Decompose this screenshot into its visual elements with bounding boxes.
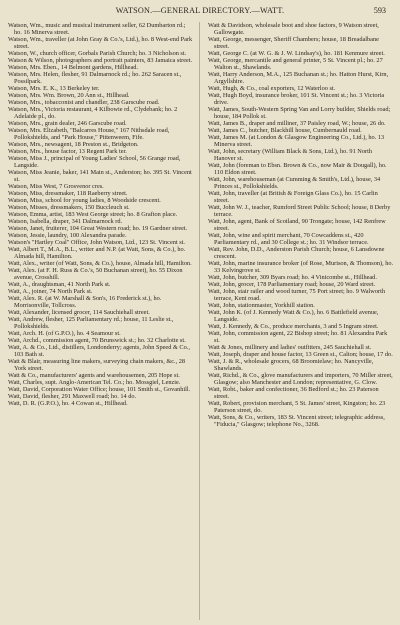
- directory-entry: Watson, Mrs. E. K., 13 Berkeley ter.: [8, 85, 100, 92]
- directory-entry: Watt, George C. (at W. G. & J. W. Lindsay's), ho. 181 Kenmure street.: [208, 50, 385, 57]
- directory-entry: Watt, John, secretary (William Black & Sons, Ltd.), ho. 91 North Hanover st.: [208, 148, 372, 162]
- directory-entry: Watt & Davidson, wholesale boot and shoe factors, 9 Watson street, Gallowgate.: [208, 22, 379, 36]
- directory-entry: Watson, Wm., traveller (at John Gray & Co.'s, Ltd.), ho. 8 West-end Park street.: [8, 36, 193, 50]
- directory-entry: Watt & Co., manufacturers' agents and warehousemen, 205 Hope st.: [8, 372, 180, 379]
- directory-entry: Watt, Alex., writer (of Watt, Sons, & Co.), house, Almada hill, Hamilton.: [8, 260, 192, 267]
- directory-entry: Watt, David, flesher, 291 Maxwell road; ho. 14 do.: [8, 393, 137, 400]
- directory-entry: Watt, Robert, provision merchant, 5 St. James' street, Kingston; ho. 23 Paterson street, do.: [208, 400, 386, 414]
- directory-entry: Watt, David, Corporation Water Office; house, 101 Smith st., Govanhill.: [8, 386, 191, 393]
- directory-entry: Watson's "Hartley Coal" Office, John Watson, Ltd., 123 St. Vincent st.: [8, 239, 185, 246]
- directory-entry: Watt, Alexander, licensed grocer, 114 Sauchiehall street.: [8, 309, 150, 316]
- directory-entry: Watt, Robt., baker and confectioner, 36 Bedford st.; ho. 23 Paterson street.: [208, 386, 379, 400]
- directory-entry: Watson, Miss Jeanie, baker, 141 Main st., Anderston; ho. 395 St. Vincent st.: [8, 169, 192, 183]
- directory-entry: Watt, John, commission agent, 22 Bishop street; ho. 81 Alexandra Park st.: [208, 330, 388, 344]
- directory-entry: Watt, A., draughtsman, 41 North Park st.: [8, 281, 111, 288]
- directory-entry: Watson, Miss, dressmaker, 118 Raeberry street.: [8, 190, 128, 197]
- directory-entry: Watson, W., church officer, Gorbals Parish Church; ho. 3 Nicholson st.: [8, 50, 187, 57]
- directory-entry: Watson, Emma, artist, 183 West George street; ho. 8 Grafton place.: [8, 211, 178, 218]
- directory-entry: Watt & Blair, measuring line makers, surveying chain makers, &c., 28 York street.: [8, 358, 186, 372]
- directory-entry: Watson, Mrs. Helen, flesher, 91 Dalmarnock rd.; ho. 262 Saracen st., Possilpark.: [8, 71, 182, 85]
- directory-entry: Watson, Mrs., house factor, 13 Regent Park ter.: [8, 148, 127, 155]
- directory-entry: Watson, Miss, school for young ladies, 8 Woodside crescent.: [8, 197, 161, 204]
- directory-entry: Watt, Charles, supt. Anglo-American Tel. Co.; ho. Mossgiel, Lenzie.: [8, 379, 181, 386]
- directory-entry: Watt, John W. J., teacher, Rumford Street Public School; house, 8 Derby terrace.: [208, 204, 391, 218]
- directory-entry: Watson, Mrs. Wm. Brown, 20 Ann st., Hillhead.: [8, 92, 130, 99]
- directory-entry: Watt, Richd., & Co., glove manufacturers and importers, 70 Miller street, Glasgow; also Manchester and London; representative, G. Clow.: [208, 372, 393, 386]
- directory-entry: Watt, James M. (at London & Glasgow Engineering Co., Ltd.), ho. 13 Minerva street.: [208, 134, 385, 148]
- directory-entry: Watt, Sons, & Co., writers, 183 St. Vincent street; telegraphic address, "Fiducia," Glasgow; telephone No., 3268.: [208, 414, 385, 428]
- directory-entry: Watt, James C., butcher, Blackhill house, Cumbernauld road.: [208, 127, 362, 134]
- directory-entry: Watt, John, agent, Bank of Scotland, 90 Trongate; house, 142 Renfrew street.: [208, 218, 386, 232]
- directory-entry: Watson, Mrs., tobacconist and chandler, 238 Garscube road.: [8, 99, 160, 106]
- directory-entry: Watt, John K. (of J. Kennedy Watt & Co.), ho. 6 Battlefield avenue, Langside.: [208, 309, 379, 323]
- directory-entry: Watt, John (foreman to Ebsn. Brown & Co., now Mair & Dougall), ho. 110 Eldon street.: [208, 162, 387, 176]
- directory-entry: Watt, John, stationmaster, Yorkhill station.: [208, 302, 315, 309]
- directory-entry: Watt, Alex. (at F. H. Russ & Co.'s, 50 Buchanan street), ho. 55 Dixon avenue, Crosshill.: [8, 267, 183, 281]
- directory-entry: Watt, Arch. H. (of G.P.O.), ho. 4 Seamour st.: [8, 330, 121, 337]
- directory-entry: Watt, John, butcher, 309 Byars road; ho. 4 Vinicombe st., Hillhead.: [208, 274, 377, 281]
- directory-entry: Watson, Wm., music and musical instrument seller, 62 Dumbarton rd.; ho. 16 Minerva street.: [8, 22, 186, 36]
- left-column: [8, 22, 194, 407]
- directory-entry: Watson, Mrs. Eben., 14 Belmont gardens, Hillhead.: [8, 64, 138, 71]
- directory-entry: Watson, Janet, fruiterer, 104 Great Western road; ho. 19 Gardner street.: [8, 225, 188, 232]
- column-divider: [199, 22, 200, 620]
- page-header: [0, 5, 400, 17]
- directory-entry: Watson, Mrs., newsagent, 18 Preston st., Bridgeton.: [8, 141, 139, 148]
- directory-entry: Watson, Mrs., Victoria restaurant, 4 Kilbowie rd., Clydebank; ho. 2 Adelaide pl., do.: [8, 106, 178, 120]
- directory-entry: Watson, Mrs. Elizabeth, "Balcarres House," 167 Nithsdale road, Pollokshields, and "Park House," Pittenweem, Fife.: [8, 127, 170, 141]
- directory-entry: Watt, George, mercantile and general printer, 5 St. Vincent pl.; ho. 27 Walton st., Shawlands.: [208, 57, 383, 71]
- directory-entry: Watson, Mrs., grain dealer, 246 Garscube road.: [8, 120, 127, 127]
- directory-entry: Watt, John, stair railer and wood turner, 75 Port street; ho. 9 Walworth terrace, Kent road.: [208, 288, 385, 302]
- directory-entry: Watt, Hugh Boyd, insurance broker, 101 St. Vincent st.; ho. 3 Victoria drive.: [208, 92, 385, 106]
- directory-entry: Watt, Joseph, draper and house factor, 13 Green st., Calton; house, 17 do.: [208, 351, 393, 358]
- page-number: 593: [373, 6, 386, 15]
- right-column: [208, 22, 394, 428]
- directory-entry: Watson, Misses, dressmakers, 150 Buccleuch st.: [8, 204, 130, 211]
- directory-entry: Watt, Rev. John, D.D., Anderston Parish Church; house, 6 Lansdowne crescent.: [208, 246, 385, 260]
- directory-entry: Watt, Archd., commission agent, 70 Brunswick st.; ho. 32 Charlotte st.: [8, 337, 186, 344]
- directory-entry: Watson & Wilson, photographers and portrait painters, 83 Jamaica street.: [8, 57, 193, 64]
- directory-entry: Watt, Harry Anderson, M.A., 125 Buchanan st.; ho. Hatton Hurst, Kirn, Argyllshire.: [208, 71, 389, 85]
- directory-entry: Watt, James B., draper and milliner, 37 Paisley road, W.; house, 26 do.: [208, 120, 386, 127]
- directory-entry: Watt, A., joiner, 74 North Park st.: [8, 288, 93, 295]
- directory-entry: Watson, Miss J., principal of Young Ladies' School, 56 Grange road, Langside.: [8, 155, 181, 169]
- directory-entry: Watson, Isabella, draper, 341 Dalmarnock rd.: [8, 218, 123, 225]
- directory-entry: Watt, D. R. (G.P.O.), ho. 4 Cowan st., Hillhead.: [8, 400, 128, 407]
- directory-entry: Watt, J. Kennedy, & Co., produce merchants, 3 and 5 Ingram street.: [208, 323, 379, 330]
- directory-entry: Watt, George, messenger, Sheriff Chambers; house, 18 Breadalbane street.: [208, 36, 379, 50]
- directory-entry: Watt, John, grocer, 178 Parliamentary road; house, 20 Ward street.: [208, 281, 376, 288]
- directory-entry: Watt, Albert T., M.A., B.L., writer and N.P. (at Watt, Sons, & Co.), ho. Almada hill, Hamilton.: [8, 246, 186, 260]
- directory-entry: Watt, John, traveller (at British & Foreign Glass Co.), ho. 15 Carlin street.: [208, 190, 378, 204]
- directory-entry: Watson, Jessie, laundry, 100 Alexandra parade.: [8, 232, 127, 239]
- directory-entry: Watt, A. & Co., Ltd., distillers, Londonderry; agents, John Speed & Co., 103 Bath st.: [8, 344, 190, 358]
- directory-entry: Watt, Alex. R. (at W. Marshall & Son's, 16 Frederick st.), ho. Morrisonville, Tollcross.: [8, 295, 162, 309]
- directory-entry: Watt, John, warehouseman (at Cumming & Smith's, Ltd.), house, 34 Princes st., Pollokshields.: [208, 176, 381, 190]
- directory-entry: Watt, Andrew, flesher, 125 Parliamentary rd.; house, 11 Leslie st., Pollokshields.: [8, 316, 174, 330]
- directory-entry: Watt, J. & R., wholesale grocers, 68 Broomielaw; ho. Nancyville, Shawlands.: [208, 358, 374, 372]
- directory-entry: Watt & Jones, millinery and ladies' outfitters, 245 Sauchiehall st.: [208, 344, 372, 351]
- directory-entry: Watt, John, wine and spirit merchant, 70 Cowcaddens st., 420 Parliamentary rd., and 30 College st.; ho. 31 Windsor terrace.: [208, 232, 369, 246]
- directory-entry: Watson, Miss West, 7 Grosvenor cres.: [8, 183, 104, 190]
- directory-entry: Watt, Hugh, & Co., coal exporters, 12 Waterloo st.: [208, 85, 336, 92]
- directory-entry: Watt, James, South-Western Spring Van and Lorry builder, Shields road; house, 184 Pollok st.: [208, 106, 391, 120]
- directory-entry: Watt, John, marine insurance broker (of Rose, Murison, & Thomson), ho. 33 Kelvingrove st.: [208, 260, 394, 274]
- running-head: WATSON.—GENERAL DIRECTORY.—WATT.: [115, 6, 285, 15]
